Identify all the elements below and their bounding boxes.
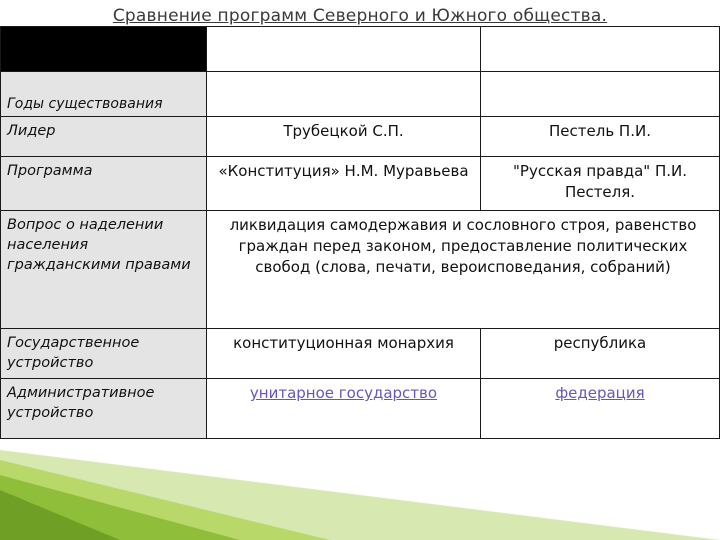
row-label-state: Государственное устройство (1, 329, 207, 379)
table-row (1, 157, 720, 211)
table-header-row (1, 27, 720, 72)
table-row (1, 117, 720, 157)
row-label-rights: Вопрос о наделении населения гражданскими правами (1, 211, 207, 329)
header-corner-cell (1, 27, 207, 72)
cell-state-south: республика (481, 329, 720, 379)
cell-leader-north: Трубецкой С.П. (207, 117, 481, 157)
cell-state-north: конституционная монархия (207, 329, 481, 379)
page-title: Сравнение программ Северного и Южного общества. (112, 6, 608, 26)
cell-program-north: «Конституция» Н.М. Муравьева (207, 157, 481, 211)
comparison-table (0, 26, 720, 439)
row-label-program: Программа (1, 157, 207, 211)
table-row (1, 211, 720, 329)
link-federation[interactable]: федерация (555, 384, 645, 402)
row-label-leader: Лидер (1, 117, 207, 157)
row-label-admin: Административное устройство (1, 379, 207, 439)
cell-years-south (481, 72, 720, 117)
cell-years-north (207, 72, 481, 117)
cell-leader-south: Пестель П.И. (481, 117, 720, 157)
header-south-cell (481, 27, 720, 72)
cell-rights-common: ликвидация самодержавия и сословного строя, равенство граждан перед законом, предоставление политических свобод (слова, печати, вероисповедания, собраний) (207, 211, 720, 329)
decorative-swoosh (0, 430, 720, 540)
link-unitary-state[interactable]: унитарное государство (249, 384, 438, 402)
table-row (1, 72, 720, 117)
row-label-years: Годы существования (1, 72, 207, 117)
table-row (1, 329, 720, 379)
cell-program-south: "Русская правда" П.И. Пестеля. (481, 157, 720, 211)
header-north-cell (207, 27, 481, 72)
